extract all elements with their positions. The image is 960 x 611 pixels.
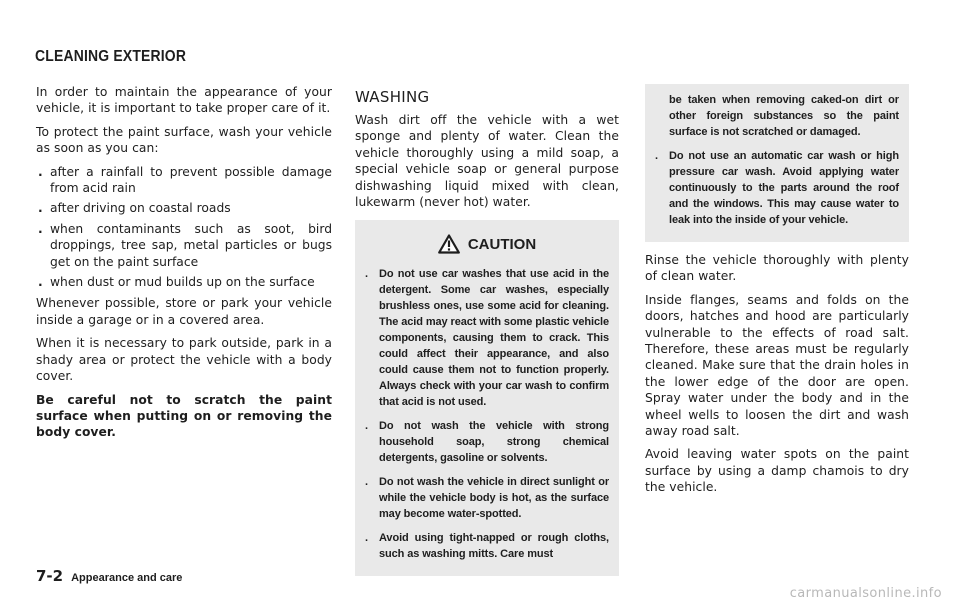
footer-section-name: Appearance and care	[71, 572, 183, 584]
flanges-paragraph: Inside flanges, seams and folds on the doors, hatches and hood are particularly vulnerable to the effects of road salt. Therefore, these areas must be regularly cleaned. Make sure that the drain holes in the lower edge of the door are open. Spray water under the body and in the wheel wells to loosen the dirt and wash away road salt.	[645, 292, 909, 439]
list-item: . Do not use an automatic car wash or high pressure car wash. Avoid applying water continuously to the parts around the roof and the windows. This may cause water to leak into the inside of your vehicle.	[655, 150, 899, 226]
bullet-dot-icon: .	[655, 150, 658, 162]
column-3	[645, 84, 909, 503]
caution-list	[365, 266, 609, 562]
bullet-dot-icon: .	[365, 268, 368, 281]
bullet-dot-icon: .	[365, 532, 368, 545]
washing-heading: WASHING	[355, 88, 430, 106]
bullet-dot-icon: .	[365, 476, 368, 489]
rinse-paragraph: Rinse the vehicle thoroughly with plenty of clean water.	[645, 253, 909, 284]
list-item: . Do not wash the vehicle with strong household soap, strong chemical detergents, gasoline or solvents.	[365, 420, 609, 465]
store-paragraph: Whenever possible, store or park your vehicle inside a garage or in a covered area.	[36, 296, 332, 327]
spots-paragraph: Avoid leaving water spots on the paint surface by using a damp chamois to dry the vehicle.	[645, 447, 909, 495]
warning-triangle-icon	[438, 234, 460, 254]
list-item: . when dust or mud builds up on the surface	[38, 275, 315, 290]
list-item: . after driving on coastal roads	[38, 201, 231, 216]
bullet-dot-icon: .	[38, 275, 43, 290]
wash-conditions-list	[36, 164, 332, 291]
column-2	[355, 84, 619, 576]
caution-box	[355, 220, 619, 576]
list-item: . Do not wash the vehicle in direct sunlight or while the vehicle body is hot, as the surface may become water-spotted.	[365, 476, 609, 521]
list-item: . Do not use car washes that use acid in the detergent. Some car washes, especially brushless ones, use some acid for cleaning. The acid may react with some plastic vehicle components, causing them to crack. This could affect their appearance, and also could cause them not to function properly. Always check with your car wash to confirm that acid is not used.	[365, 268, 609, 409]
intro-paragraph: In order to maintain the appearance of your vehicle, it is important to take proper care of it.	[36, 85, 332, 116]
caution-header	[365, 234, 609, 254]
column-1	[36, 84, 332, 448]
caution-box-continued	[645, 84, 909, 242]
protect-paragraph: To protect the paint surface, wash your vehicle as soon as you can:	[36, 124, 332, 156]
caution-list	[655, 148, 899, 228]
list-item: . after a rainfall to prevent possible damage from acid rain	[38, 164, 332, 196]
bullet-dot-icon: .	[38, 221, 43, 236]
watermark-text: carmanualsonline.info	[789, 586, 942, 601]
caution-label: CAUTION	[467, 235, 537, 253]
caution-continued-text: be taken when removing caked-on dirt or other foreign substances so the paint surface is not scratched or damaged.	[669, 94, 899, 138]
page-footer	[36, 567, 182, 585]
page-title: CLEANING EXTERIOR	[35, 48, 187, 65]
page-number: 7-2	[36, 567, 64, 585]
careful-paragraph: Be careful not to scratch the paint surface when putting on or removing the body cover.	[36, 392, 332, 440]
list-item: . when contaminants such as soot, bird droppings, tree sap, metal particles or bugs get on the paint surface	[38, 221, 332, 269]
bullet-dot-icon: .	[365, 420, 368, 433]
shady-paragraph: When it is necessary to park outside, park in a shady area or protect the vehicle with a body cover.	[36, 336, 332, 384]
bullet-dot-icon: .	[38, 164, 43, 179]
list-item: . Avoid using tight-napped or rough cloths, such as washing mitts. Care must	[365, 532, 609, 561]
bullet-dot-icon: .	[38, 201, 43, 216]
washing-paragraph: Wash dirt off the vehicle with a wet sponge and plenty of water. Clean the vehicle thoroughly using a mild soap, a special vehicle soap or general purpose dishwashing liquid mixed with clean, lukewarm (never hot) water.	[355, 113, 619, 210]
